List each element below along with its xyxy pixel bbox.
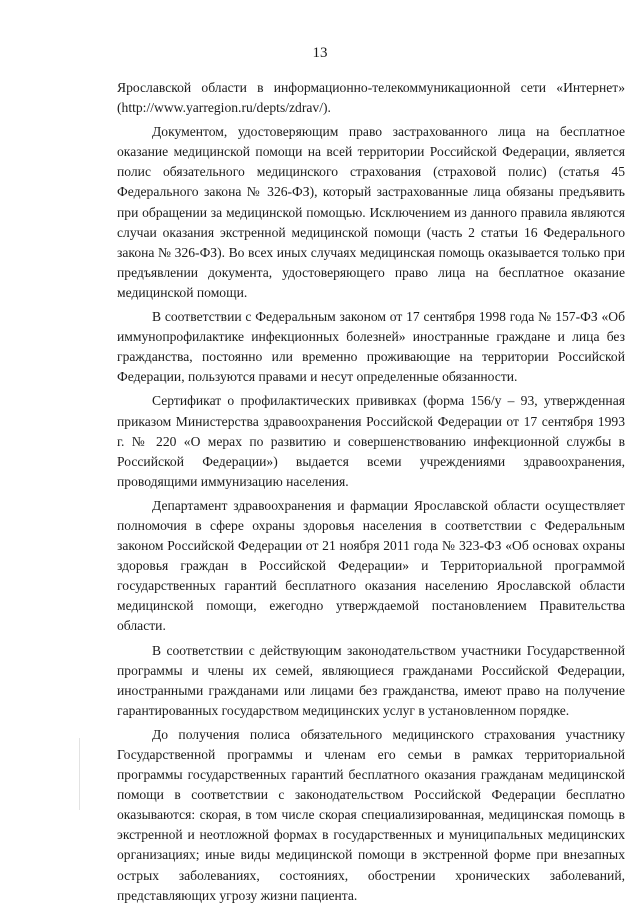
- paragraph-participants-rights: В соответствии с действующим законодательством участники Государственной программы и члены их семей, являющиеся гражданами Российской Федерации, иностранными гражданами или лицами без гражданства, имеют право на получение гарантированных государством медицинских услуг в установленном порядке.: [117, 642, 625, 718]
- paragraph-insurance-policy: Документом, удостоверяющим право застрахованного лица на бесплатное оказание медицинской помощи на всей территории Российской Федерации, является полис обязательного медицинского страхования (страховой полис) (статья 45 Федерального закона № 326-ФЗ), который застрахованные лица обязаны предъявить при обращении за медицинской помощью. Исключением из данного правила являются случаи оказания экстренной медицинской помощи (часть 2 статьи 16 Федерального закона № 326-ФЗ). Во всех иных случаях медицинская помощь оказывается только при предъявлении документа, удостоверяющего право лица на бесплатное оказание медицинской помощи.: [117, 124, 625, 300]
- scan-margin-mark: [79, 738, 80, 810]
- paragraph-vaccination-certificate: Сертификат о профилактических прививках (форма 156/у – 93, утвержденная приказом Министерства здравоохранения Российской Федерации от 17 сентября 1993 г. № 220 «О мерах по развитию и совершенствованию инфекционной службы в Российской Федерации») выдается всеми учреждениями здравоохранения, проводящими иммунизацию населения.: [117, 393, 625, 489]
- document-body: [117, 78, 625, 906]
- paragraph-health-department: Департамент здравоохранения и фармации Ярославской области осуществляет полномочия в сфере охраны здоровья населения в соответствии с Федеральным законом Российской Федерации от 21 ноября 2011 года № 323-ФЗ «Об основах охраны здоровья граждан в Российской Федерации» и Территориальной программой государственных гарантий бесплатного оказания населению Ярославской области медицинской помощи, ежегодно утверждаемой постановлением Правительства области.: [117, 497, 625, 634]
- page-number: 13: [312, 45, 328, 61]
- paragraph-website-continuation: Ярославской области в информационно-телекоммуникационной сети «Интернет» (http://www.yarregion.ru/depts/zdrav/).: [117, 80, 625, 116]
- paragraph-free-medical-care: До получения полиса обязательного медицинского страхования участнику Государственной программы и членам его семьи в рамках территориальной программы государственных гарантий бесплатного оказания гражданам медицинской помощи в соответствии с законодательством Российской Федерации бесплатно оказываются: скорая, в том числе скорая специализированная, медицинская помощь в экстренной и неотложной формах в государственных и муниципальных медицинских организациях; иные виды медицинской помощи в экстренной форме при внезапных острых заболеваниях, состояниях, обострении хронических заболеваний, представляющих угрозу жизни пациента.: [117, 726, 625, 903]
- paragraph-immunoprophylaxis-law: В соответствии с Федеральным законом от 17 сентября 1998 года № 157-ФЗ «Об иммунопрофилактике инфекционных болезней» иностранные граждане и лица без гражданства, постоянно или временно проживающие на территории Российской Федерации, пользуются правами и несут определенные обязанности.: [117, 309, 625, 385]
